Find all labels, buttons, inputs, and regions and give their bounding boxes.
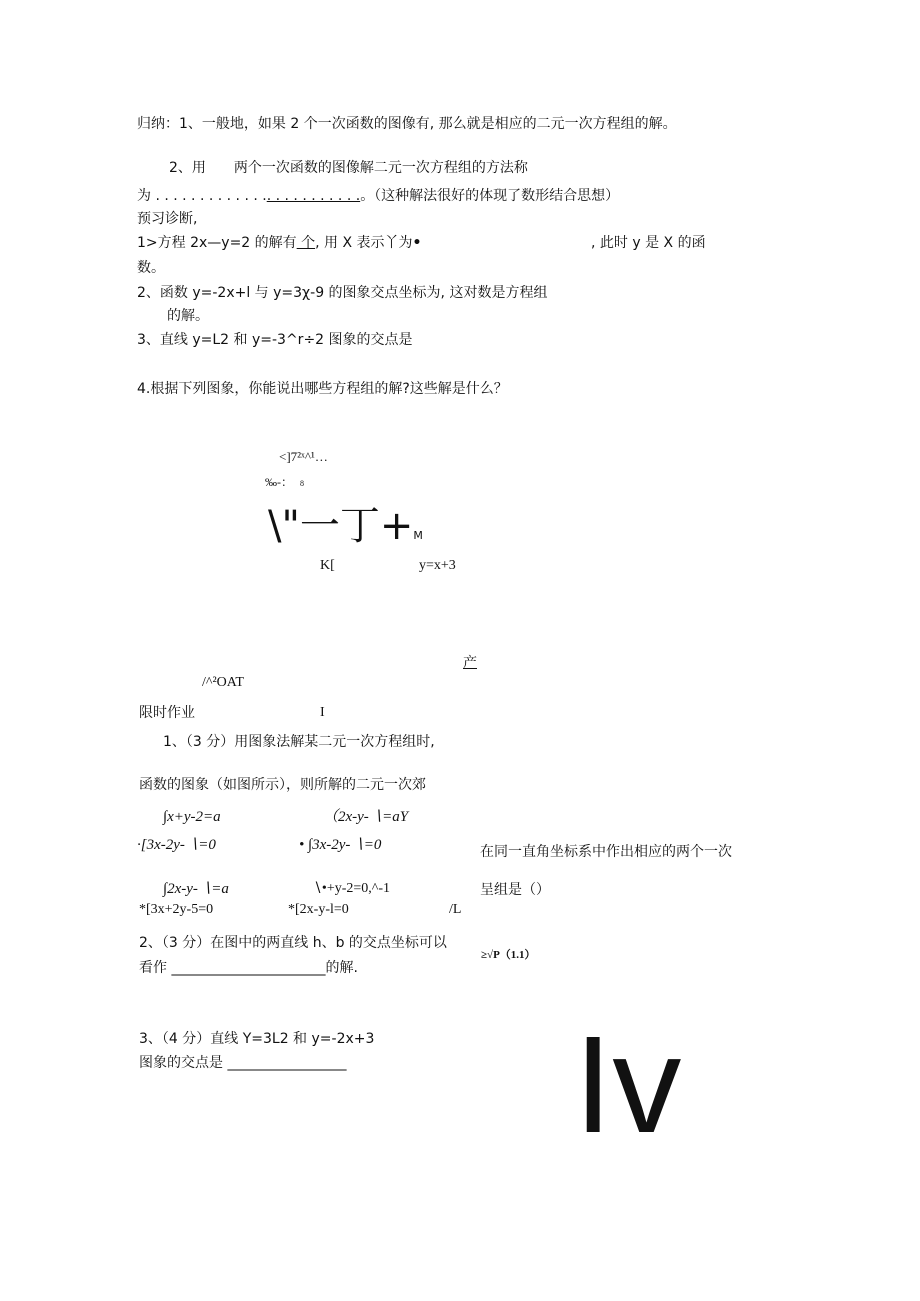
option-b-line-2: • ∫3x-2y- ∖=0 (299, 837, 382, 853)
option-d-line-2: *[2x-y-l=0 (288, 902, 349, 917)
option-b-line-1: （2x-y- ∖=aY (323, 809, 409, 825)
preview-q1-count: 个 (296, 235, 316, 251)
figure-graphic-sub: M (413, 529, 423, 542)
preview-q1-text: 1>方程 2x—y=2 的解有 (137, 235, 297, 251)
preview-q2: 2、函数 y=-2x+l 与 y=3χ-9 的图象交点坐标为, 这对数是方程组 (137, 285, 548, 301)
summary-line-3-suffix: 。（这种解法很好的体现了数形结合思想） (360, 188, 620, 204)
summary-line-1: 归纳：1、一般地，如果 2 个一次函数的图像有, 那么就是相应的二元一次方程组的解。 (137, 116, 677, 132)
figure-mark-l: /L (449, 902, 462, 917)
figure-graphic-text: \"一丁+ (268, 503, 414, 549)
preview-q1-text-2: , 用 X 表示丫为 (315, 235, 413, 251)
figure-point-label: ≥√P（1.1） (481, 949, 536, 961)
option-c-line-1: ∫2x-y- ∖=a (163, 881, 229, 897)
homework-q2: 2、（3 分）在图中的两直线 h、b 的交点坐标可以 (139, 935, 447, 951)
option-a-line-2: ·[3x-2y- ∖=0 (137, 837, 216, 853)
preview-heading: 预习诊断, (137, 211, 198, 227)
preview-q2-end: 的解。 (167, 308, 209, 324)
option-d-line-1: ∖•+y-2=0,^-1 (313, 881, 390, 896)
preview-q3: 3、直线 y=L2 和 y=-3^r÷2 图象的交点是 (137, 332, 413, 348)
figure-mark: 产 (463, 655, 477, 671)
figure-label-2a: ‰-： (265, 475, 293, 489)
preview-q1-tail: , 此时 y 是 X 的函 (591, 235, 706, 251)
summary-line-2: 2、用 两个一次函数的图像解二元一次方程组的方法称 (169, 160, 528, 176)
summary-line-3 (137, 187, 619, 205)
homework-q3-line-2: 图象的交点是 _________________ (139, 1055, 347, 1071)
homework-heading-mark: I (320, 705, 325, 720)
figure-origin-label: /^²OAT (202, 675, 244, 690)
homework-q1: 1、（3 分）用图象法解某二元一次方程组时, (163, 734, 435, 750)
large-glyphs: Iv (574, 1008, 682, 1162)
preview-q1-line (137, 234, 421, 252)
figure-label-2 (265, 473, 304, 493)
summary-blank: . . . . . . . . . . . (266, 188, 361, 204)
option-a-line-1: ∫x+y-2=a (163, 809, 221, 825)
homework-q3: 3、（4 分）直线 Y=3L2 和 y=-2x+3 (139, 1031, 375, 1047)
homework-q1-side-1: 在同一直角坐标系中作出相应的两个一次 (480, 844, 732, 860)
summary-line-3-prefix: 为 . . . . . . . . . . . . . (137, 188, 267, 204)
option-c-line-2: *[3x+2y-5=0 (139, 902, 214, 917)
homework-q2-line-2: 看作 ______________________的解. (139, 960, 358, 976)
figure-label-2b: 8 (300, 479, 304, 488)
figure-label-1: <]7²ˣ^¹… (279, 449, 328, 464)
figure-label-k: K[ (320, 558, 335, 573)
homework-q1-side-2: 呈组是（） (480, 882, 550, 898)
preview-q1-dot: • (412, 235, 422, 251)
homework-q1-line-2: 函数的图象（如图所示），则所解的二元一次郊 (139, 777, 426, 793)
preview-q1-end: 数。 (137, 260, 165, 276)
figure-graphic-glyphs (268, 502, 423, 560)
figure-line-label: y=x+3 (419, 558, 456, 573)
preview-q4: 4.根据下列图象，你能说出哪些方程组的解?这些解是什么？ (137, 381, 508, 397)
homework-heading: 限时作业 (139, 705, 195, 721)
